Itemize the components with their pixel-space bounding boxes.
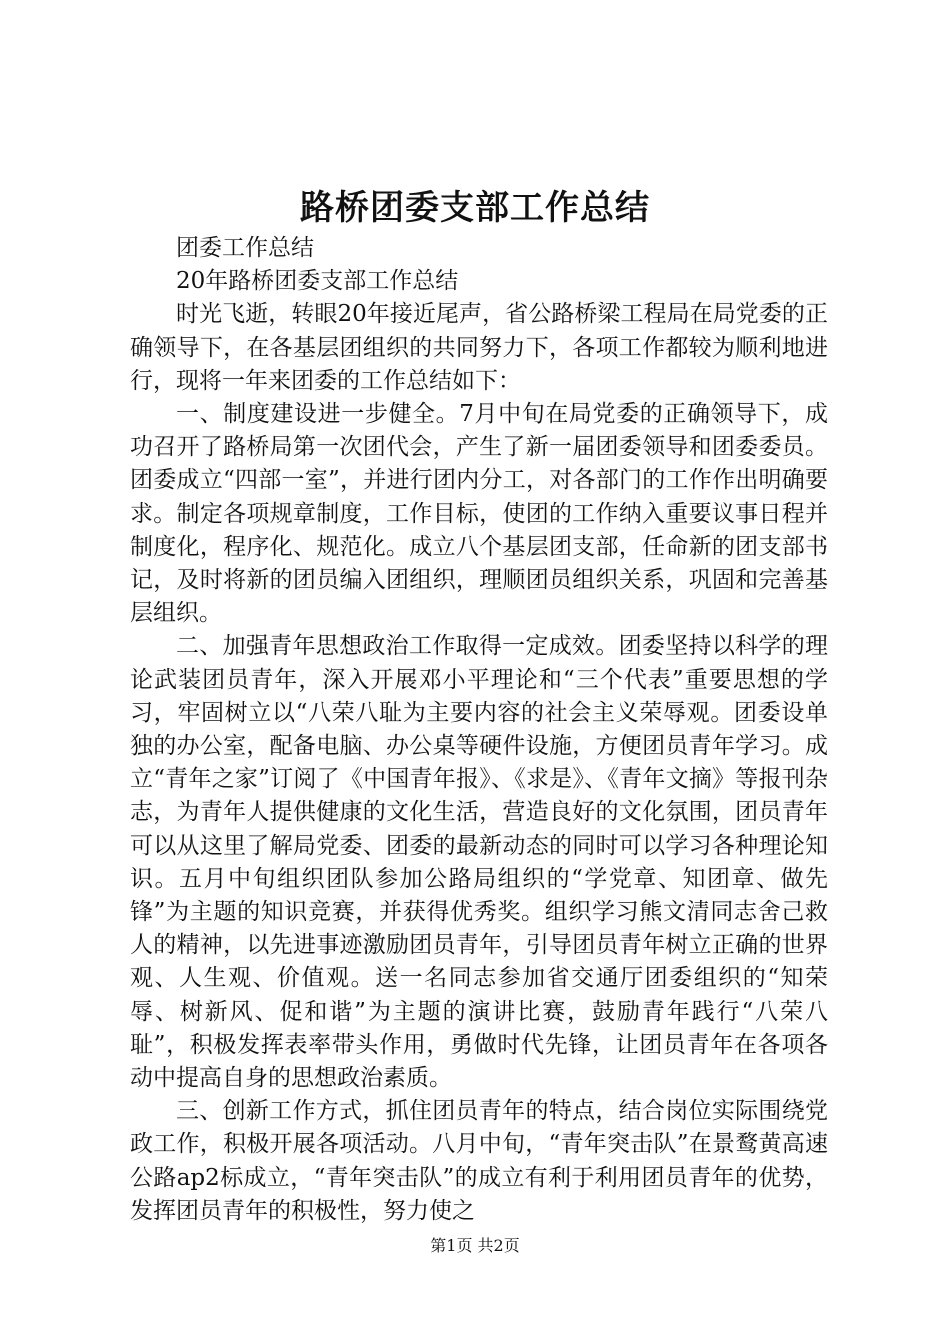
paragraph-section-2: 二、加强青年思想政治工作取得一定成效。团委坚持以科学的理论武装团员青年，深入开展邓小平理论和“三个代表”重要思想的学习，牢固树立以“八荣八耻为主要内容的社会主义荣辱观。团委设单独的办公室，配备电脑、办公桌等硬件设施，方便团员青年学习。成立“青年之家”订阅了《中国青年报》、《求是》、《青年文摘》等报刊杂志，为青年人提供健康的文化生活，营造良好的文化氛围，团员青年可以从这里了解局党委、团委的最新动态的同时可以学习各种理论知识。五月中旬组织团队参加公路局组织的“学党章、知团章、做先锋”为主题的知识竞赛，并获得优秀奖。组织学习熊文清同志舍己救人的精神，以先进事迹激励团员青年，引导团员青年树立正确的世界观、人生观、价值观。送一名同志参加省交通厅团委组织的“知荣辱、树新风、促和谐”为主题的演讲比赛，鼓励青年践行“八荣八耻”，积极发挥表率带头作用，勇做时代先锋，让团员青年在各项各动中提高自身的思想政治素质。 <box>130 633 828 1092</box>
paragraph-section-3: 三、创新工作方式，抓住团员青年的特点，结合岗位实际围绕党政工作，积极开展各项活动。八月中旬，“青年突击队”在景鹜黄高速公路ap2标成立，“青年突击队”的成立有利于利用团员青年的优势，发挥团员青年的积极性，努力使之 <box>130 1098 828 1224</box>
document-title: 路桥团委支部工作总结 <box>300 188 650 228</box>
paragraph-heading: 20年路桥团委支部工作总结 <box>176 268 459 295</box>
paragraph-section-1: 一、制度建设进一步健全。7月中旬在局党委的正确领导下，成功召开了路桥局第一次团代会，产生了新一届团委领导和团委委员。团委成立“四部一室”，并进行团内分工，对各部门的工作作出明确要求。制定各项规章制度，工作目标，使团的工作纳入重要议事日程并制度化，程序化、规范化。成立八个基层团支部，任命新的团支部书记，及时将新的团员编入团组织，理顺团员组织关系，巩固和完善基层组织。 <box>130 401 828 627</box>
document-body <box>130 232 828 1228</box>
paragraph-subtitle: 团委工作总结 <box>176 235 314 261</box>
paragraph-intro: 时光飞逝，转眼20年接近尾声，省公路桥梁工程局在局党委的正确领导下，在各基层团组织的共同努力下，各项工作都较为顺利地进行，现将一年来团委的工作总结如下： <box>130 301 828 394</box>
page-number: 第1页 共2页 <box>430 1236 520 1255</box>
